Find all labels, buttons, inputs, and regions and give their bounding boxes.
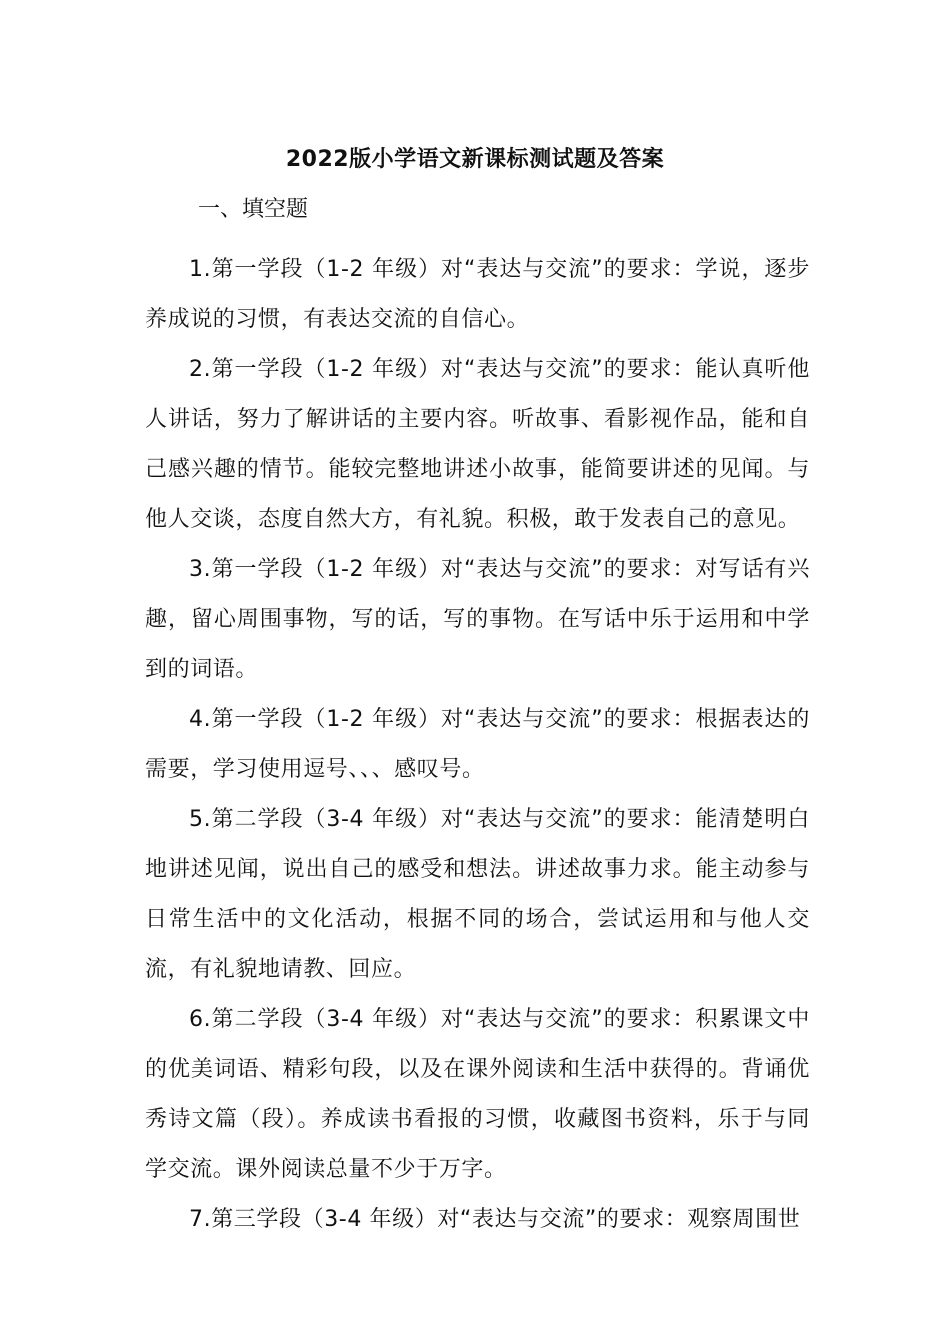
question-paragraph-6: 6.第二学段（3-4 年级）对“表达与交流”的要求：积累课文中的优美词语、精彩句段，以及在课外阅读和生活中获得的。背诵优秀诗文篇（段）。养成读书看报的习惯，收藏图书资料，乐于与同学交流。课外阅读总量不少于万字。 [145,1007,810,1182]
question-paragraph-2: 2.第一学段（1-2 年级）对“表达与交流”的要求：能认真听他人讲话，努力了解讲话的主要内容。听故事、看影视作品，能和自己感兴趣的情节。能较完整地讲述小故事，能简要讲述的见闻。与他人交谈，态度自然大方，有礼貌。积极，敢于发表自己的意见。 [145,357,810,532]
question-paragraph-4: 4.第一学段（1-2 年级）对“表达与交流”的要求：根据表达的需要，学习使用逗号、、、感叹号。 [145,707,810,782]
question-paragraph-5: 5.第二学段（3-4 年级）对“表达与交流”的要求：能清楚明白地讲述见闻，说出自己的感受和想法。讲述故事力求。能主动参与日常生活中的文化活动，根据不同的场合，尝试运用和与他人交流，有礼貌地请教、回应。 [145,807,810,982]
question-paragraph-3: 3.第一学段（1-2 年级）对“表达与交流”的要求：对写话有兴趣，留心周围事物，写的话，写的事物。在写话中乐于运用和中学到的词语。 [145,557,810,682]
question-paragraph-1: 1.第一学段（1-2 年级）对“表达与交流”的要求：学说，逐步养成说的习惯，有表达交流的自信心。 [145,257,810,332]
document-body [145,245,810,1245]
section-heading: 一、填空题 [198,197,309,222]
document-title: 2022版小学语文新课标测试题及答案 [285,147,665,172]
question-paragraph-7: 7.第三学段（3-4 年级）对“表达与交流”的要求：观察周围世 [189,1207,801,1232]
